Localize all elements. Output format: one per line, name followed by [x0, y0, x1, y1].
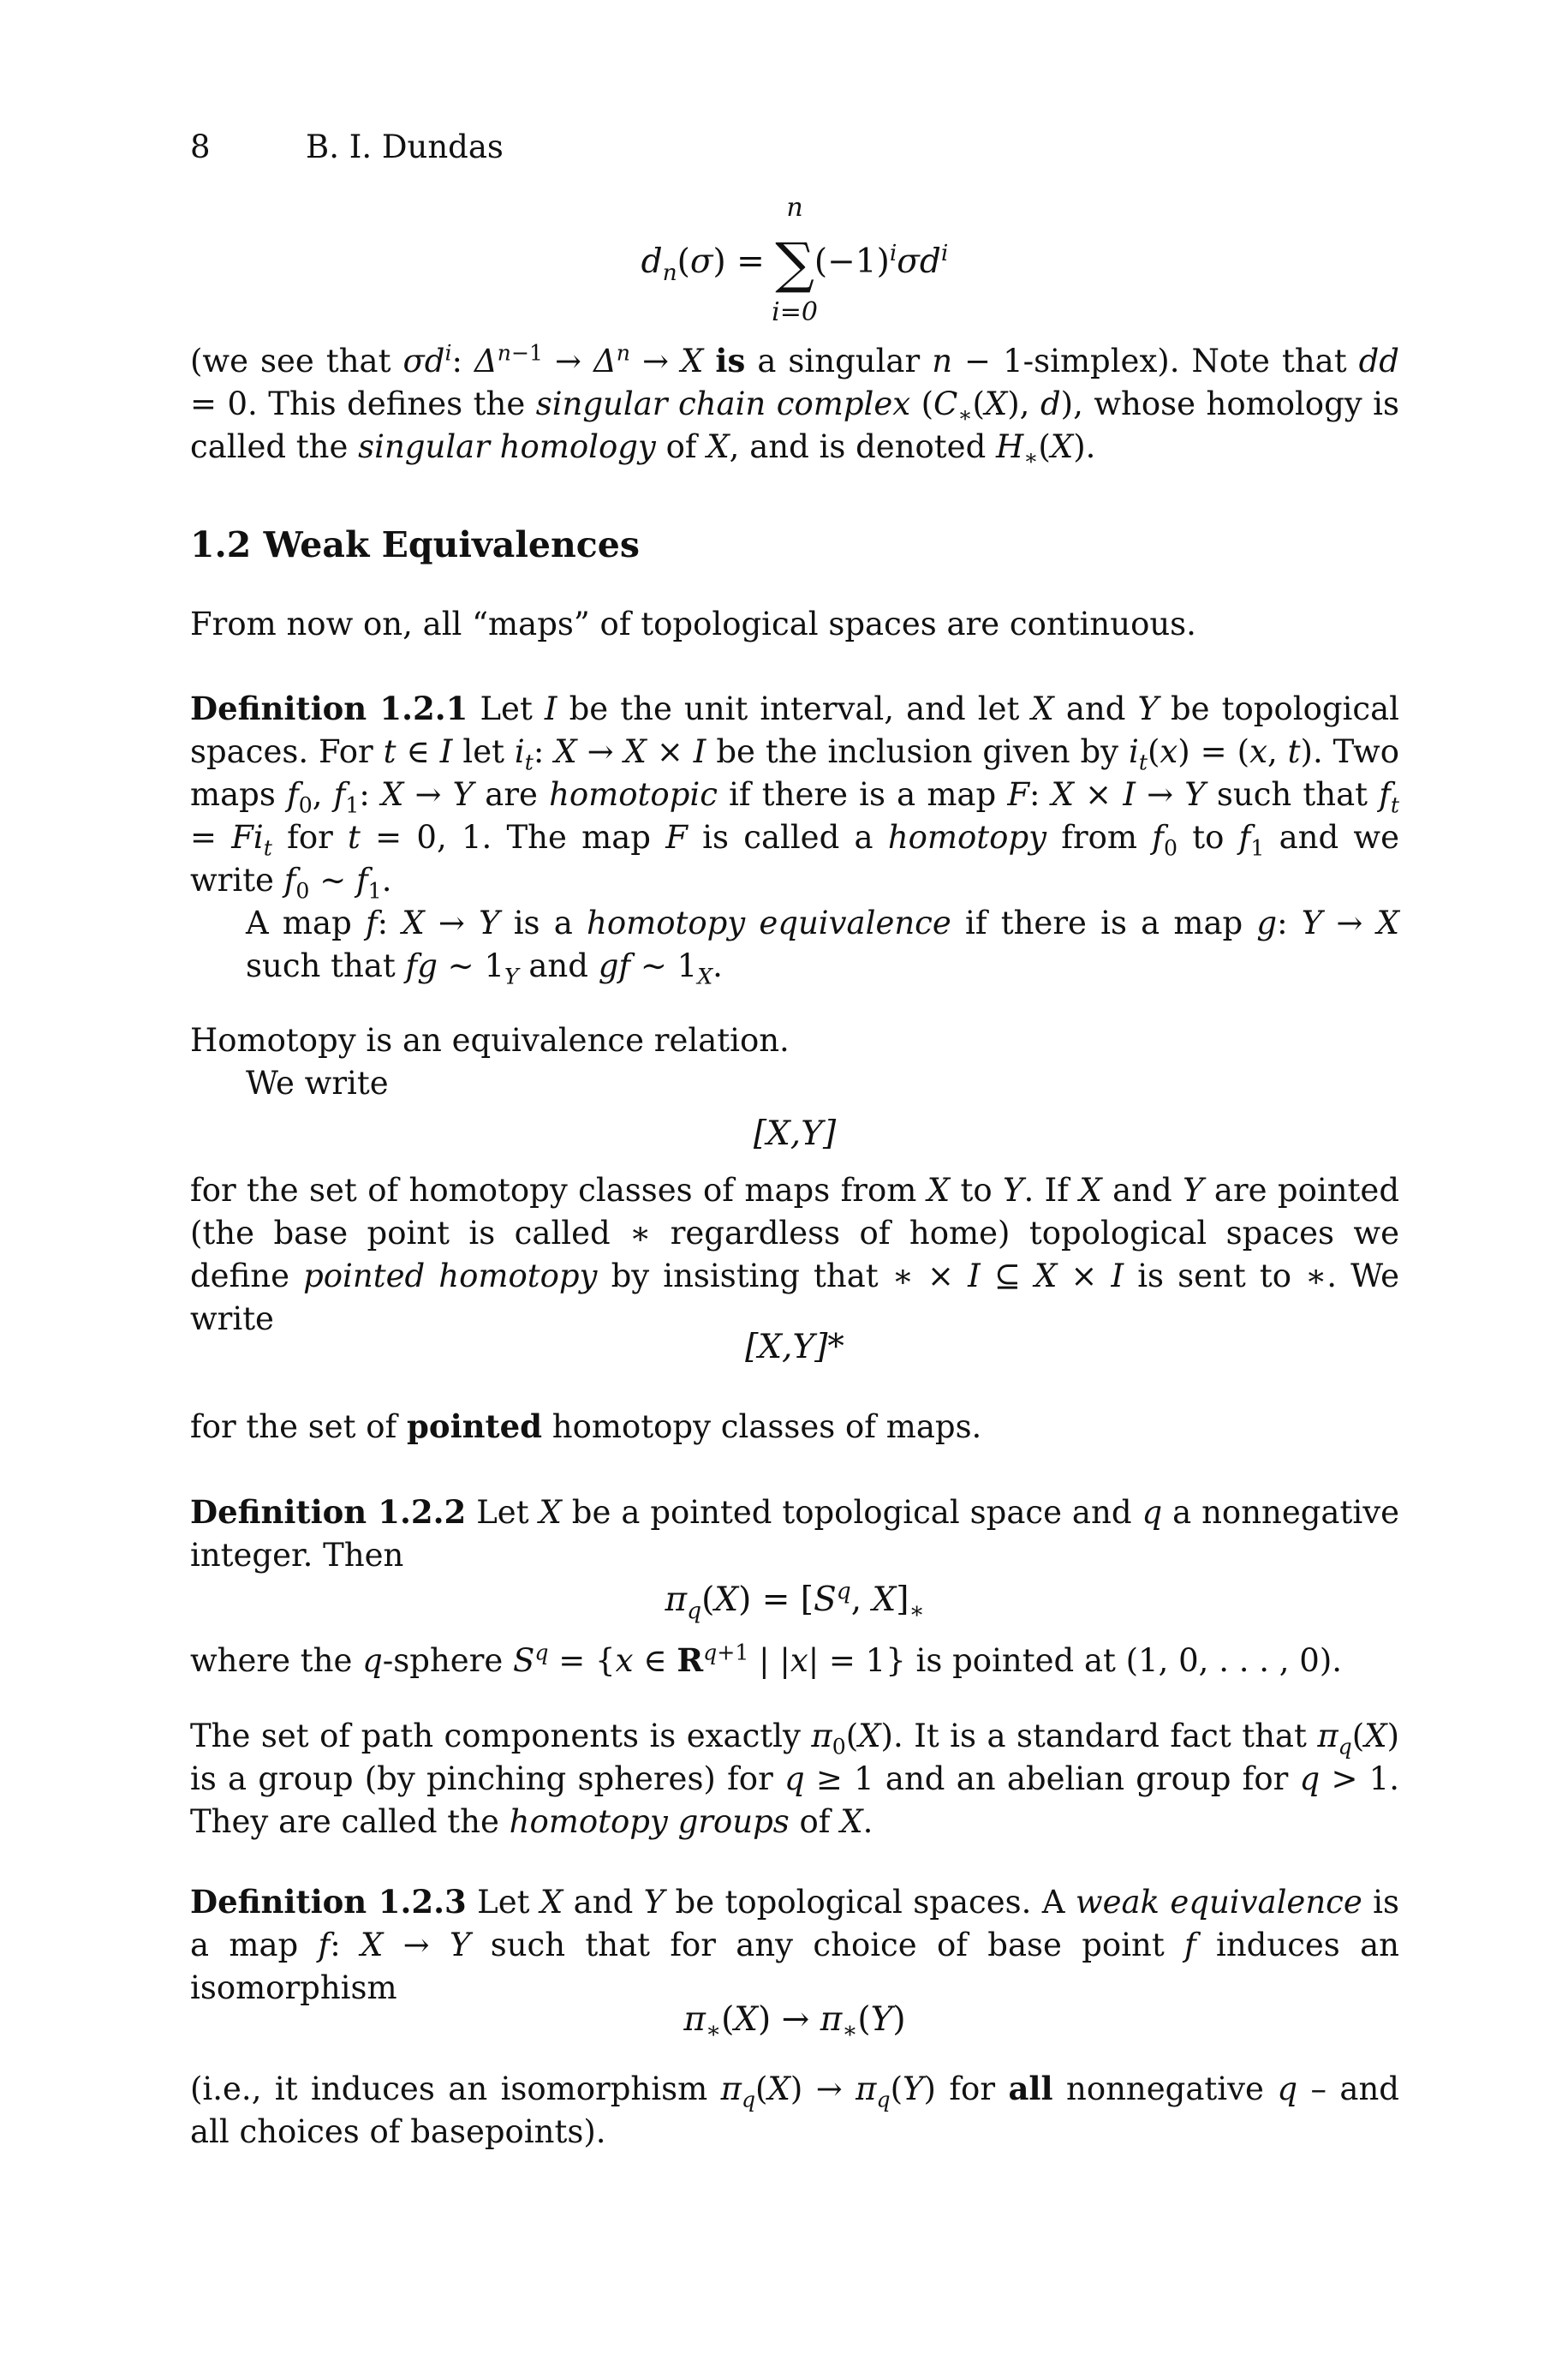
isomorphism-formula: $\pi_∗(X) \to \pi_∗(Y)$ — [683, 2000, 906, 2044]
term-homotopic: homotopic — [549, 776, 718, 813]
definition-label: Definition 1.2.3 — [190, 1883, 467, 1921]
definition-1-2-2: Definition 1.2.2 Let X be a pointed topological space and q a nonnegative integer. Then — [190, 1493, 1399, 1574]
bold-all: all — [1008, 2070, 1053, 2107]
term-homotopy: homotopy — [887, 819, 1047, 856]
page-number: 8 — [190, 128, 211, 165]
section-heading: 1.2 Weak Equivalences — [190, 524, 640, 565]
bold-is: is — [715, 342, 746, 379]
singular-paragraph: (we see that $\sigma d^i$: $\Delta^{n-1} \to \Delta^n \to X$ is a singular n − 1-simplex). Note that dd = 0. This defines the singular chain complex ($C_∗(X)$, d), whose homology is called the singular homology of X, and is denoted $H_∗(X)$. — [190, 340, 1399, 470]
page-header — [190, 128, 504, 166]
pointed-set-formula: [X,Y]* — [745, 1328, 844, 1366]
path-components-paragraph: The set of path components is exactly $\pi_0(X)$. It is a standard fact that $\pi_q(X)$ is a group (by pinching spheres) for q ≥ 1 and an abelian group for q > 1. They are called the homotopy groups of X. — [190, 1718, 1399, 1840]
term-homotopy-equivalence: homotopy equivalence — [587, 905, 951, 941]
summation-sign: ∑ n i=0 — [772, 193, 818, 327]
term-singular-chain-complex: singular chain complex — [535, 385, 911, 422]
bold-pointed: pointed — [407, 1407, 543, 1445]
definition-label: Definition 1.2.1 — [190, 690, 468, 727]
term-weak-equivalence: weak equivalence — [1075, 1884, 1362, 1921]
pointed-classes-line: for the set of pointed homotopy classes of maps. — [190, 1407, 982, 1445]
unpointed-set-formula: [X,Y] — [753, 1114, 837, 1153]
term-homotopy-groups: homotopy groups — [509, 1803, 790, 1840]
definition-label: Definition 1.2.2 — [190, 1493, 467, 1531]
term-singular-homology: singular homology — [358, 428, 656, 465]
running-author: B. I. Dundas — [306, 128, 504, 165]
homotopy-group-formula: $\pi_q(X) = [S^q$, $X]_∗$ — [665, 1578, 925, 1624]
definition-1-2-3: Definition 1.2.3 Let X and Y be topological spaces. A weak equivalence is a map f: X → Y such that for any choice of base point f induces an isomorphism — [190, 1883, 1399, 2006]
intro-line: From now on, all “maps” of topological spaces are continuous. — [190, 606, 1196, 642]
equivalence-line: Homotopy is an equivalence relation. — [190, 1022, 790, 1059]
boundary-formula: $d_n(\sigma)$ = ∑ n i=0 $(-1)^i\sigma d^i$ — [641, 193, 949, 327]
pointed-paragraph: for the set of homotopy classes of maps from X to Y. If X and Y are pointed (the base point is called ∗ regardless of home) topological spaces we define pointed homotopy by insisting that ∗ × I ⊆ X × I is sent to ∗. We write — [190, 1172, 1400, 1337]
isomorphism-paragraph: (i.e., it induces an isomorphism $\pi_q(X) \to \pi_q(Y)$ for all nonnegative q – and all choices of basepoints). — [190, 2070, 1399, 2150]
we-write-line: We write — [246, 1065, 389, 1102]
definition-1-2-1: Definition 1.2.1 Let I be the unit interval, and let X and Y be topological spaces. For t ∈ I let $i_t$: X → X × I be the inclusion given by $i_t(x) = (x$, t). Two maps $f_0$, $f_1$: X → Y are homotopic if there is a map F: X × I → Y such that $f_t = Fi_t$ for t = 0, 1. The map F is called a homotopy from $f_0$ to $f_1$ and we write $f_0$ ∼ $f_1$. A map f: X → Y is a homotopy equivalence if there is a map g: Y → X such that fg ∼ $1_Y$ and gf ∼ $1_X$. — [190, 690, 1400, 989]
sphere-definition-line: where the q-sphere $S^q = \{x$ ∈ $R^{q+1}$ | |x| = 1} is pointed at (1, 0, . . . , 0). — [190, 1640, 1343, 1679]
